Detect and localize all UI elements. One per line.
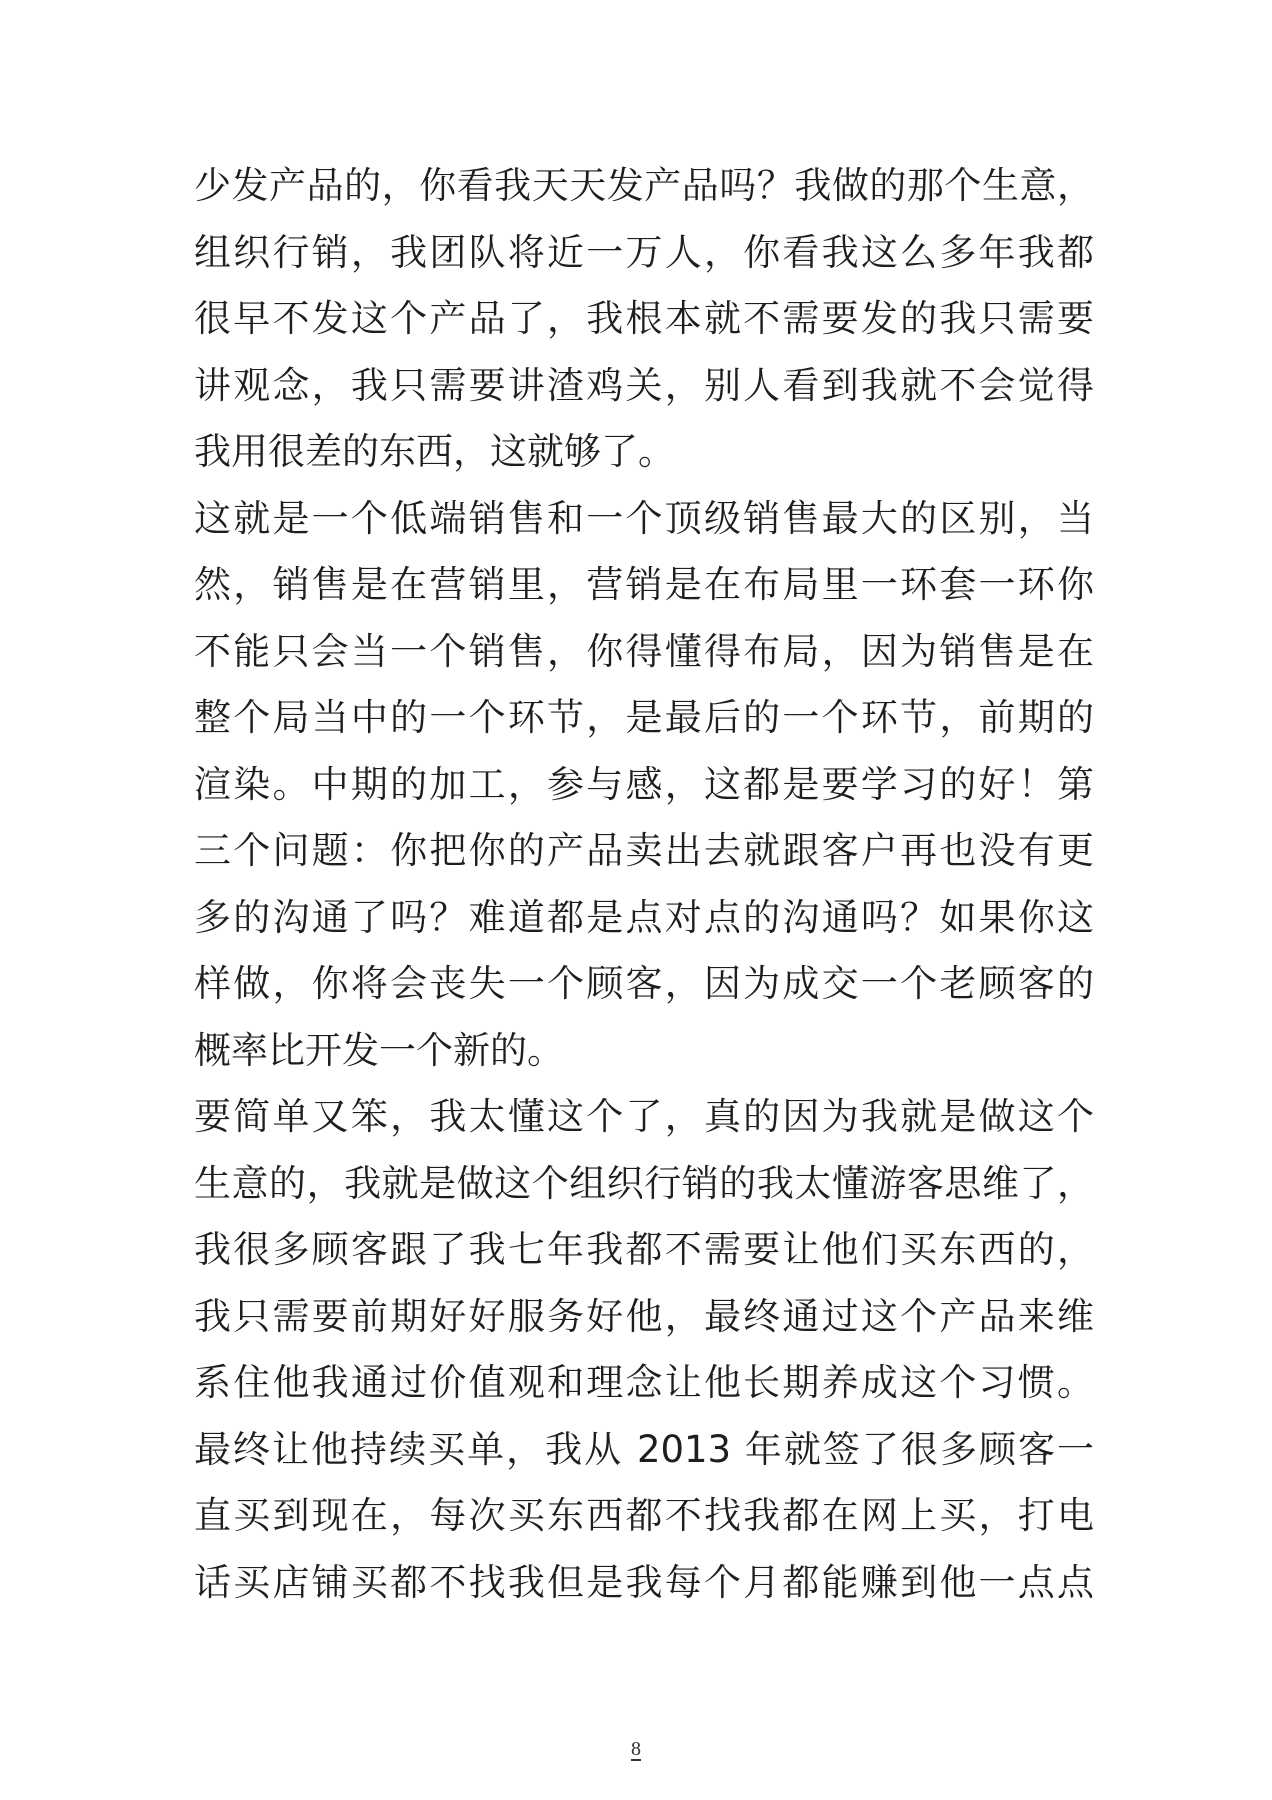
page-number: 8 (631, 1738, 641, 1760)
text-line: 话买店铺买都不找我但是我每个月都能赚到他一点点 (194, 1560, 1094, 1604)
body-text (194, 153, 1094, 1616)
text-line: 概率比开发一个新的。 (194, 1028, 564, 1072)
text-line: 不能只会当一个销售，你得懂得布局，因为销售是在 (194, 629, 1094, 673)
text-line: 我用很差的东西，这就够了。 (194, 430, 675, 473)
text-line: 多的沟通了吗？难道都是点对点的沟通吗？如果你这 (194, 895, 1094, 939)
text-line: 少发产品的，你看我天天发产品吗？我做的那个生意， (194, 164, 1094, 207)
text-line: 我很多顾客跟了我七年我都不需要让他们买东西的， (194, 1228, 1094, 1271)
text-line: 直买到现在，每次买东西都不找我都在网上买，打电 (194, 1494, 1094, 1537)
text-line: 组织行销，我团队将近一万人，你看我这么多年我都 (194, 230, 1094, 274)
text-line: 最终让他持续买单，我从 2013 年就签了很多顾客一 (194, 1427, 1094, 1471)
text-line: 讲观念，我只需要讲渣鸡关，别人看到我就不会觉得 (194, 363, 1094, 407)
text-line: 渲染。中期的加工，参与感，这都是要学习的好！第 (194, 762, 1094, 806)
text-line: 整个局当中的一个环节，是最后的一个环节，前期的 (194, 696, 1094, 739)
text-line: 样做，你将会丧失一个顾客，因为成交一个老顾客的 (194, 962, 1094, 1005)
text-line: 这就是一个低端销售和一个顶级销售最大的区别，当 (194, 496, 1094, 540)
text-line: 三个问题：你把你的产品卖出去就跟客户再也没有更 (194, 829, 1094, 872)
text-line: 很早不发这个产品了，我根本就不需要发的我只需要 (194, 297, 1094, 340)
text-line: 要简单又笨，我太懂这个了，真的因为我就是做这个 (194, 1095, 1094, 1138)
text-line: 我只需要前期好好服务好他，最终通过这个产品来维 (194, 1294, 1094, 1338)
text-line: 生意的，我就是做这个组织行销的我太懂游客思维了， (194, 1161, 1094, 1205)
text-line: 然，销售是在营销里，营销是在布局里一环套一环你 (194, 563, 1094, 606)
text-line: 系住他我通过价值观和理念让他长期养成这个习惯。 (194, 1361, 1094, 1404)
